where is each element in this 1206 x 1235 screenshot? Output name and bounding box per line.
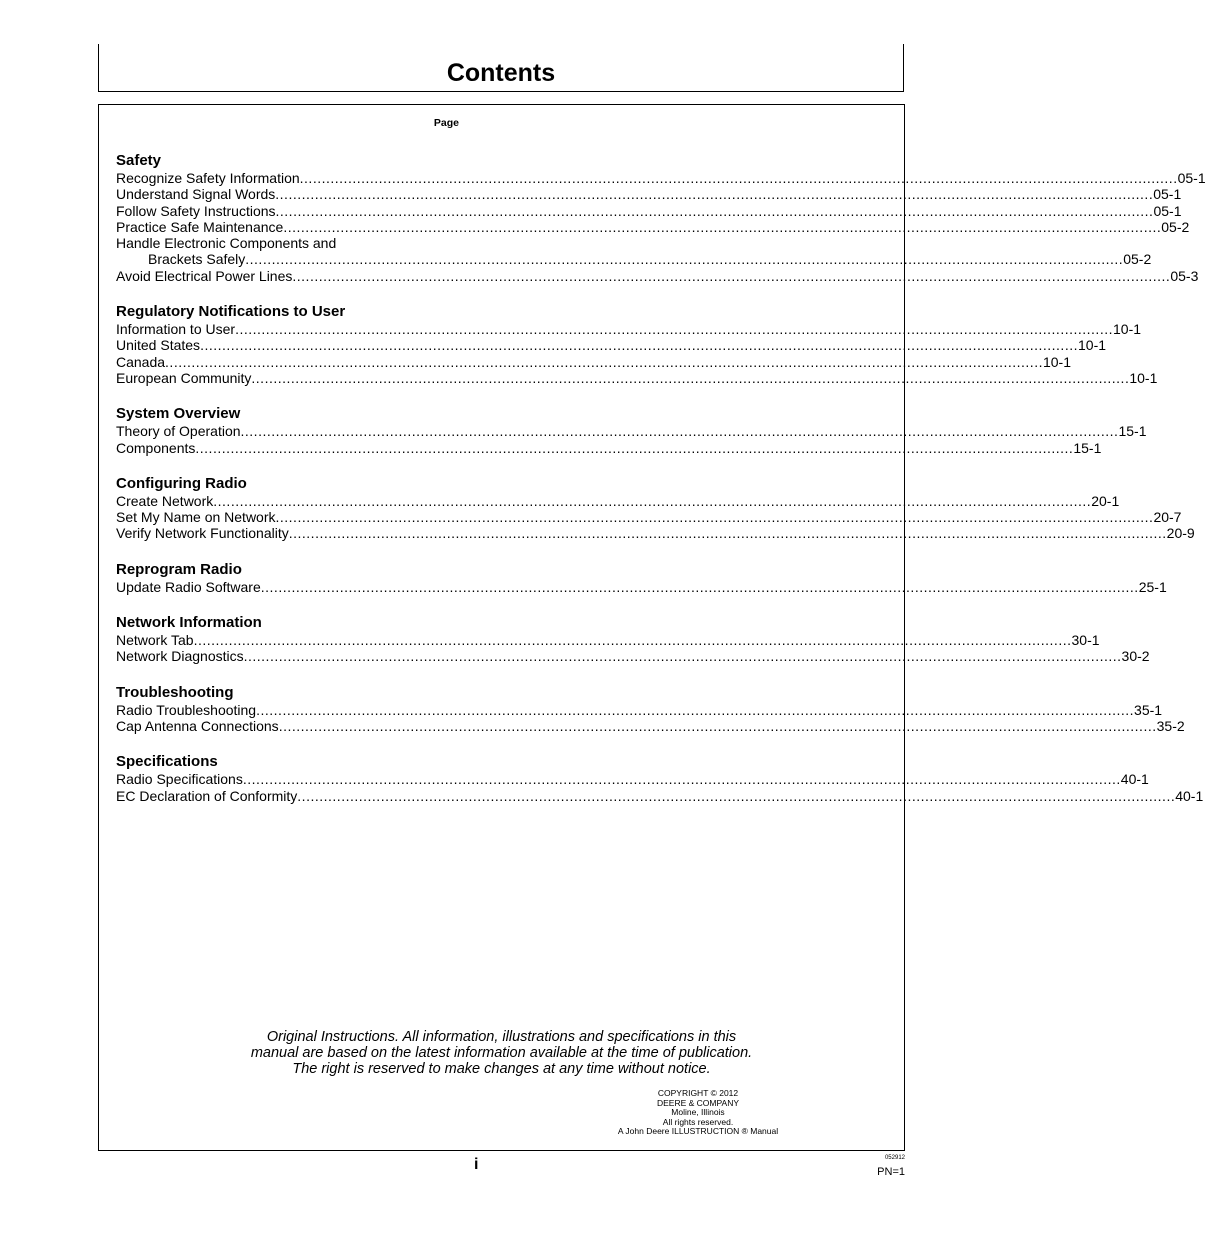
copyright-line: A John Deere ILLUSTRUCTION ® Manual — [617, 1126, 779, 1137]
toc-entry[interactable] — [116, 369, 1158, 386]
toc-section — [116, 474, 1195, 542]
dot-leader: ........................................................................................................................................................................................................ — [299, 170, 1178, 186]
toc-entry-text: Practice Safe Maintenance — [116, 218, 284, 235]
toc-page-number: 40-1 — [1175, 787, 1204, 804]
section-title: Specifications — [116, 753, 218, 771]
toc-section — [116, 753, 1204, 804]
toc-page-number: 20-1 — [1091, 492, 1120, 509]
toc-page-number: 20-9 — [1166, 525, 1195, 542]
toc-entry-text: Set My Name on Network — [116, 509, 276, 526]
toc-page-number: 40-1 — [1120, 771, 1149, 788]
toc-entry-text: Understand Signal Words — [116, 186, 276, 203]
toc-page-number: 25-1 — [1138, 578, 1167, 595]
section-title: Safety — [116, 152, 162, 169]
pn-label: PN=1 — [877, 1166, 905, 1178]
notice-line: manual are based on the latest information available at the time of publication. — [250, 1045, 753, 1061]
toc-page-number: 15-1 — [1073, 439, 1102, 456]
dot-leader: ........................................................................................................................................................................................................ — [242, 771, 1121, 788]
toc-page-number: 35-2 — [1156, 717, 1185, 734]
toc-page-number: 20-7 — [1153, 509, 1182, 526]
toc-entry[interactable] — [116, 439, 1102, 456]
toc-entry-text: Create Network — [116, 492, 214, 509]
toc-entry-text: Network Diagnostics — [116, 648, 244, 665]
toc-entry[interactable] — [116, 578, 1167, 595]
table-of-contents — [116, 116, 1206, 823]
toc-page-number: 10-1 — [1042, 353, 1072, 370]
toc-entry[interactable] — [116, 353, 1072, 370]
dot-leader: ........................................................................................................................................................................................................ — [193, 632, 1072, 649]
dot-leader: ........................................................................................................................................................................................................ — [240, 423, 1119, 440]
header-box — [98, 44, 904, 92]
dot-leader: ........................................................................................................................................................................................................ — [297, 787, 1176, 804]
dot-leader: ........................................................................................................................................................................................................ — [292, 267, 1171, 284]
toc-entry[interactable] — [116, 701, 1163, 718]
toc-page-number: 05-3 — [1170, 267, 1199, 284]
dot-leader: ........................................................................................................................................................................................................ — [235, 321, 1113, 338]
toc-entry-text: Radio Troubleshooting — [116, 701, 257, 718]
toc-page-number: 15-1 — [1118, 423, 1147, 440]
section-title: Regulatory Notifications to User — [116, 303, 346, 321]
toc-entry[interactable] — [116, 509, 1182, 526]
notice-line: The right is reserved to make changes at any time without notice. — [292, 1061, 711, 1077]
dot-leader: ........................................................................................................................................................................................................ — [195, 439, 1074, 456]
dot-leader: ........................................................................................................................................................................................................ — [275, 186, 1154, 203]
toc-section — [116, 405, 1147, 456]
toc-entry[interactable] — [116, 218, 1190, 235]
toc-entry[interactable] — [116, 251, 1152, 268]
dot-leader: ........................................................................................................................................................................................................ — [256, 701, 1135, 718]
toc-entry-text: EC Declaration of Conformity — [116, 787, 298, 804]
toc-entry-text: Recognize Safety Information — [116, 170, 300, 186]
dot-leader: ........................................................................................................................................................................................................ — [245, 251, 1124, 268]
dot-leader: ........................................................................................................................................................................................................ — [200, 337, 1078, 354]
toc-entry-text: Canada — [116, 353, 166, 370]
dot-leader: ........................................................................................................................................................................................................ — [283, 218, 1162, 235]
toc-entry[interactable] — [116, 423, 1147, 440]
toc-entry-text: Cap Antenna Connections — [116, 717, 279, 734]
legal-notice — [98, 1029, 905, 1077]
copyright-line: COPYRIGHT © 2012 — [657, 1088, 739, 1098]
toc-section — [116, 614, 1150, 665]
document-code: 052912 — [884, 1155, 905, 1161]
section-title: Reprogram Radio — [116, 560, 242, 578]
toc-entry-text: Handle Electronic Components and — [116, 235, 337, 252]
copyright-block — [598, 1089, 798, 1137]
dot-leader: ........................................................................................................................................................................................................ — [278, 717, 1157, 734]
toc-page-number: 30-2 — [1121, 648, 1150, 665]
toc-page-number: 05-2 — [1123, 251, 1152, 268]
toc-entry[interactable] — [116, 337, 1107, 354]
dot-leader: ........................................................................................................................................................................................................ — [165, 353, 1043, 370]
toc-entry[interactable] — [116, 648, 1150, 665]
toc-entry[interactable] — [116, 632, 1100, 649]
copyright-line: Moline, Illinois — [671, 1107, 725, 1118]
toc-entry-text: Radio Specifications — [116, 771, 243, 788]
copyright-line: DEERE & COMPANY — [656, 1097, 740, 1108]
dot-leader: ........................................................................................................................................................................................................ — [251, 369, 1130, 386]
notice-line: Original Instructions. All information, illustrations and specifications in this — [266, 1029, 737, 1045]
dot-leader: ........................................................................................................................................................................................................ — [243, 648, 1122, 665]
section-title: Network Information — [116, 614, 262, 632]
toc-entry-text: Information to User — [116, 321, 236, 338]
toc-entry[interactable] — [116, 170, 1206, 186]
toc-entry[interactable] — [116, 202, 1182, 219]
toc-page-number: 10-1 — [1113, 321, 1142, 338]
toc-entry-text: Update Radio Software — [116, 578, 261, 595]
toc-entry[interactable] — [116, 492, 1120, 509]
toc-page-number: 30-1 — [1071, 632, 1100, 649]
dot-leader: ........................................................................................................................................................................................................ — [213, 492, 1092, 509]
toc-page-number: 05-1 — [1153, 186, 1182, 203]
toc-entry-text: Brackets Safely — [148, 251, 246, 268]
toc-entry-text: Components — [116, 439, 196, 456]
section-title: System Overview — [116, 405, 241, 423]
toc-entry[interactable] — [116, 771, 1149, 788]
page-title: Contents — [446, 59, 556, 87]
toc-entry-text: Avoid Electrical Power Lines — [116, 267, 293, 284]
toc-entry-text: Verify Network Functionality — [116, 525, 289, 542]
toc-entry-text: Follow Safety Instructions — [116, 202, 276, 219]
toc-entry[interactable] — [116, 525, 1195, 542]
page-number: i — [474, 1156, 479, 1173]
toc-entry[interactable] — [116, 267, 1199, 284]
toc-page-number: 35-1 — [1134, 701, 1163, 718]
toc-section — [116, 303, 1158, 386]
toc-page-number: 10-1 — [1078, 337, 1107, 354]
toc-page-number: 10-1 — [1129, 369, 1158, 386]
dot-leader: ........................................................................................................................................................................................................ — [275, 202, 1154, 219]
toc-section — [116, 560, 1167, 595]
toc-entry[interactable] — [116, 717, 1185, 734]
toc-section — [116, 152, 1206, 284]
dot-leader: ........................................................................................................................................................................................................ — [288, 525, 1167, 542]
toc-page-number: 05-1 — [1177, 170, 1206, 186]
toc-entry-text: Theory of Operation — [116, 423, 241, 440]
toc-entry-text: Network Tab — [116, 632, 194, 649]
toc-section — [116, 683, 1185, 735]
toc-entry[interactable] — [116, 186, 1182, 203]
page-column-label: Page — [433, 117, 459, 129]
toc-entry[interactable] — [116, 321, 1142, 338]
section-title: Configuring Radio — [116, 474, 247, 492]
toc-entry[interactable] — [116, 787, 1204, 804]
dot-leader: ........................................................................................................................................................................................................ — [275, 509, 1154, 526]
dot-leader: ........................................................................................................................................................................................................ — [260, 578, 1139, 595]
toc-page-number: 05-2 — [1161, 218, 1190, 235]
toc-entry-text: United States — [116, 337, 201, 354]
copyright-line: All rights reserved. — [662, 1116, 734, 1127]
toc-entry-text: European Community — [116, 369, 252, 386]
toc-page-number: 05-1 — [1153, 202, 1182, 219]
section-title: Troubleshooting — [116, 683, 234, 701]
